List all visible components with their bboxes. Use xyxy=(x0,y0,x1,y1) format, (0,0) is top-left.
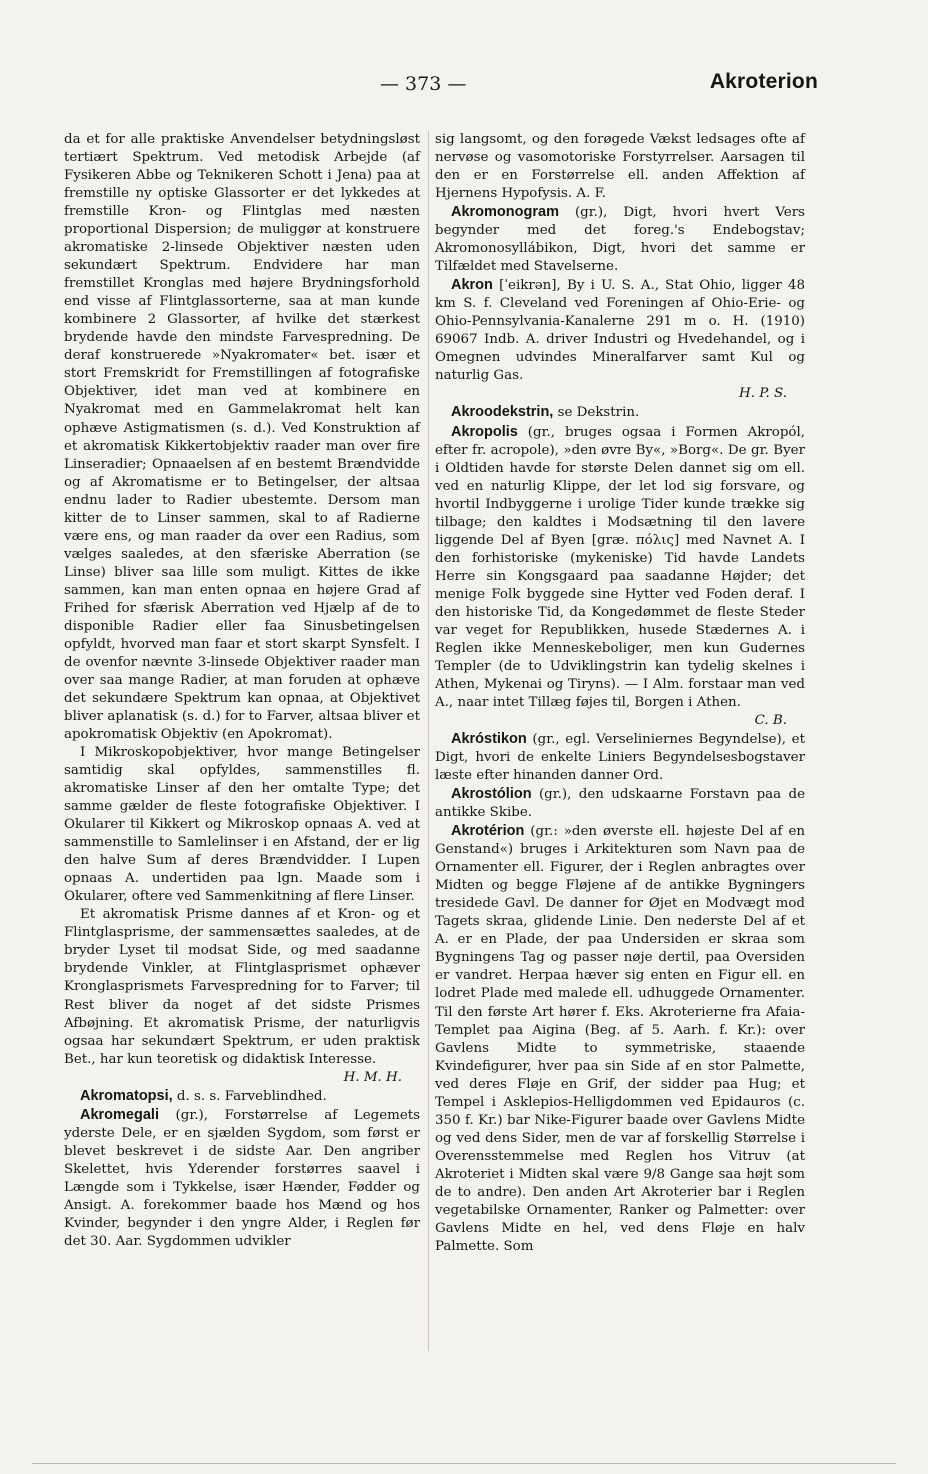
page-number: — 373 — xyxy=(380,73,467,95)
entry-text: d. s. s. Farveblindhed. xyxy=(172,1088,327,1104)
entry-text: I Mikroskopobjektiver, hvor mange Betingelser samtidig skal opfyldes, sammenstilles fl. akromatiske Linser af den her omtalte Type; det samme gælder de fleste fotografiske Objektiver. I Okularer til Kikkert og Mikroskop opnaas A. ved at sammenstille to Samlelinser i en Afstand, der er lig den halve Sum af deres Brændvidder. I Lupen opnaas A. undertiden paa lgn. Maade som i Okularer, oftere ved Sammenkitning af flere Linser. xyxy=(64,745,420,905)
entry-paragraph xyxy=(64,744,420,906)
dictionary-entry xyxy=(435,203,805,276)
entry-text: Et akromatisk Prisme dannes af et Kron- og et Flintglasprisme, der sammensættes saaledes, at de bryder Lyset til modsat Side, og med saadanne brydende Vinkler, at Flintglasprismet ophæver Kronglasprismets Farvespredning for to Farver; til Rest bliver da noget af det sidste Prismes Afbøjning. Et akromatisk Prisme, der naturligvis ogsaa har sekundært Spektrum, er uden praktisk Bet., har kun teoretisk og didaktisk Interesse. xyxy=(64,907,420,1067)
dictionary-entry xyxy=(64,1106,420,1251)
dictionary-entry xyxy=(435,276,805,385)
entry-text: (gr.), Forstørrelse af Legemets yderste Dele, er en sjælden Sygdom, som først er blevet beskrevet i de sidste Aar. Den angriber Skelettet, hvis Yderender forstørres saavel i Længde som i Tykkelse, især Hænder, Fødder og Ansigt. A. forekommer baade hos Mænd og hos Kvinder, begynder i den yngre Alder, i Reglen før det 30. Aar. Sygdommen udvikler xyxy=(64,1107,420,1249)
entry-text: se Dekstrin. xyxy=(553,405,640,421)
left-column xyxy=(64,131,420,1251)
dictionary-entry xyxy=(435,423,805,713)
entry-paragraph xyxy=(64,131,420,744)
entry-headword: Akromegali xyxy=(80,1106,159,1123)
entry-headword: Akrotérion xyxy=(451,823,525,840)
entry-text: (gr.: »den øverste ell. højeste Del af en Genstand«) bruges i Arkitekturen som Navn paa de Ornamenter ell. Figurer, der i Reglen anbragtes over Midten og begge Fløjene af de antikke Bygningers tresidede Gavl. De danner for Øjet en Modvægt mod Tagets skraa, glidende Linie. Den nederste Del af et A. er en Plade, der paa Undersiden er skraa som Bygningens Tag og passer nøje dertil, paa Oversiden er vandret. Herpaa hæver sig enten en Figur ell. en lodret Plade med malede ell. udhuggede Ornamenter. Til den første Art hører f. Eks. Akroterierne fra Afaia-Templet paa Aigina (Beg. af 5. Aarh. f. Kr.): over Gavlens Midte to symmetriske, staaende Kvindefigurer, hver paa sin Side af en stor Palmette, ved deres Fløje en Grif, der sidder paa Hug; et Tempel i Asklepios-Helligdommen ved Epidauros (c. 350 f. Kr.) bar Nike-Figurer baade over Gavlens Midte og ved dens Sider, men de var af forskellig Størrelse i Overensstemmelse med Reglen hos Vitruv (at Akroteriet i Midten skal være 9/8 Gange saa højt som de to andre). Den anden Art Akroterier bar i Reglen vegetabilske Ornamenter, Ranker og Palmetter: over Gavlens Midte en hel, ved dens Fløje en halv Palmette. Som xyxy=(435,824,805,1254)
entry-text: sig langsomt, og den forøgede Vækst ledsages ofte af nervøse og vasomotoriske Forstyrrelser. Aarsagen til den er en Forstørrelse ell. anden Affektion af Hjernens Hypofysis. A. F. xyxy=(435,132,805,202)
dictionary-entry xyxy=(64,1087,420,1106)
running-head: Akroterion xyxy=(709,70,818,93)
author-signature: H. P. S. xyxy=(739,386,787,402)
page-header xyxy=(380,70,818,100)
entry-text: (gr.), den udskaarne Forstavn paa de antikke Skibe. xyxy=(435,787,805,821)
entry-headword: Akróstikon xyxy=(451,731,527,748)
entry-headword: Akrostólion xyxy=(451,786,532,803)
entry-headword: Akromonogram xyxy=(451,204,559,221)
column-divider xyxy=(428,131,429,1351)
entry-headword: Akroodekstrin, xyxy=(451,404,554,421)
dictionary-entry xyxy=(435,822,805,1256)
entry-paragraph xyxy=(435,131,805,203)
entry-headword: Akromatopsi, xyxy=(80,1087,173,1104)
entry-text: (gr.), Digt, hvori hvert Vers begynder med det foreg.'s Endebogstav; Akromonosyllábikon, Digt, hvori det samme er Tilfældet med Stavelserne. xyxy=(435,205,805,275)
entry-text: [ˈeikrən], By i U. S. A., Stat Ohio, ligger 48 km S. f. Cleveland ved Foreningen af Ohio-Erie- og Ohio-Pennsylvania-Kanalerne 291 m o. H. (1910) 69067 Indb. A. driver Industri og Hvedehandel, og i Omegnen udvindes Mineralfarver samt Kul og naturlig Gas. xyxy=(435,278,805,384)
entry-paragraph xyxy=(64,906,420,1068)
entry-headword: Akropolis xyxy=(451,423,518,440)
right-column xyxy=(435,131,805,1256)
entry-text: da et for alle praktiske Anvendelser betydningsløst tertiært Spektrum. Ved metodisk Arbejde (af Fysikeren Abbe og Teknikeren Schott i Jena) paa at fremstille ny optiske Glassorter er det lykkedes at fremstille Kron- og Flintglas med næsten proportional Dispersion; de muliggør at konstruere akromatiske 2-linsede Objektiver næsten uden sekundært Spektrum. Endvidere har man fremstillet Kronglas med højere Brydningsforhold end visse af Flintglassorterne, saa at man kunde kombinere 2 Glassorter, af hvilke det stærkest brydende havde den mindste Farvespredning. De deraf konstruerede »Nyakromater« bet. især et stort Fremskridt for Fremstillingen af fotografiske Objektiver, idet man ved at kombinere en Nyakromat med en Gammelakromat helt kan ophæve Astigmatismen (s. d.). Ved Konstruktion af et akromatisk Kikkertobjektiv raader man over fire Linseradier; Opnaaelsen af en bestemt Brændvidde og af Akromatisme er to Betingelser, der altsaa endnu lader to Radier ubestemte. Dersom man kitter de to Linser sammen, skal to af Radierne være ens, og man raader da over een Radius, som vælges saaledes, at den sfæriske Aberration (se Linse) bliver saa lille som muligt. Kittes de ikke sammen, kan man enten opnaa en højere Grad af Frihed for sfærisk Aberration ved Hjælp af de to disponible Radier eller faa Sinusbetingelsen opfyldt, hvorved man faar et stort skarpt Synsfelt. I de ovenfor nævnte 3-linsede Objektiver raader man over saa mange Radier, at man foruden at ophæve det sekundære Spektrum kan opnaa, at Objektivet bliver aplanatisk (s. d.) for to Farver, altsaa bliver et apokromatisk Objektiv (en Apokromat). xyxy=(64,132,420,743)
dictionary-entry xyxy=(435,403,805,422)
entry-headword: Akron xyxy=(451,277,493,294)
bottom-rule xyxy=(32,1463,896,1464)
author-signature: H. M. H. xyxy=(343,1069,402,1085)
entry-text: (gr., bruges ogsaa i Formen Akropól, efter fr. acropole), »den øvre By«, »Borg«. De gr. Byer i Oldtiden havde for største Delen dannet sig om ell. ved en naturlig Klippe, der let lod sig forsvare, og hvortil Indbyggerne i urolige Tider kunde trække sig tilbage; den kaldtes i Modsætning til den lavere liggende Del af Byen [græ. πόλις] med Navnet A. I den forhistoriske (mykeniske) Tid havde Landets Herre sin Kongsgaard paa saadanne Højder; det menige Folk byggede sine Hytter ved Foden deraf. I den historiske Tid, da Kongedømmet de fleste Steder var veget for Republikken, husede Stædernes A. i Reglen ikke Menneskeboliger, men kun Gudernes Templer (de to Udviklingstrin kan tydelig skelnes i Athen, Mykenai og Tiryns). — I Alm. forstaar man ved A., naar intet Tillæg føjes til, Borgen i Athen. xyxy=(435,424,805,710)
entry-text: (gr., egl. Verseliniernes Begyndelse), et Digt, hvori de enkelte Liniers Begyndelsesbogstaver læste efter hinanden danner Ord. xyxy=(435,732,805,784)
dictionary-entry xyxy=(435,785,805,822)
author-signature: C. B. xyxy=(754,713,787,728)
dictionary-entry xyxy=(435,730,805,785)
